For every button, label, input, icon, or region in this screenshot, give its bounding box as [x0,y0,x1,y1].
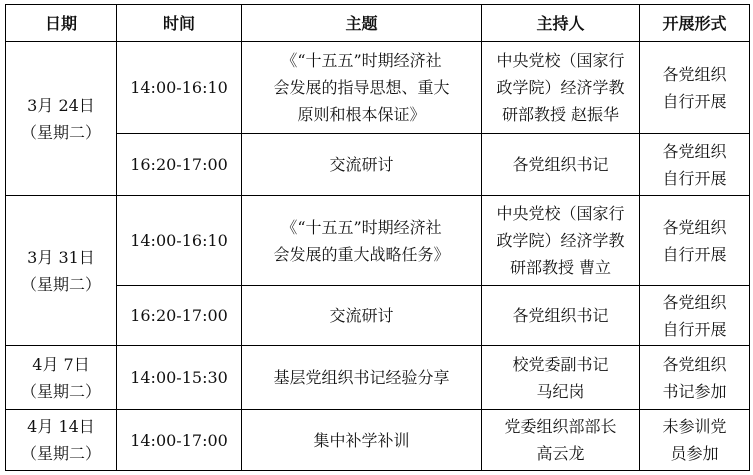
header-topic: 主题 [242,5,482,42]
format-cell: 各党组织 自行开展 [640,42,750,134]
table-row [6,134,750,196]
topic-cell: 集中补学补训 [242,410,482,471]
host-cell: 校党委副书记 马纪岗 [482,346,640,410]
header-time: 时间 [117,5,242,42]
format-cell: 各党组织 书记参加 [640,346,750,410]
format-cell: 各党组织 自行开展 [640,134,750,196]
header-row [6,5,750,42]
table-row [6,410,750,471]
schedule-table [5,4,750,471]
header-format: 开展形式 [640,5,750,42]
time-cell: 16:20-17:00 [117,134,242,196]
time-cell: 14:00-15:30 [117,346,242,410]
format-cell: 各党组织 自行开展 [640,196,750,286]
table-row [6,42,750,134]
date-cell: 4月 7日 （星期二） [6,346,117,410]
host-cell: 各党组织书记 [482,286,640,346]
time-cell: 16:20-17:00 [117,286,242,346]
format-cell: 未参训党 员参加 [640,410,750,471]
time-cell: 14:00-16:10 [117,196,242,286]
topic-cell: 基层党组织书记经验分享 [242,346,482,410]
topic-cell: 交流研讨 [242,286,482,346]
host-cell: 各党组织书记 [482,134,640,196]
date-cell: 3月 24日 （星期二） [6,42,117,196]
date-cell: 3月 31日 （星期二） [6,196,117,346]
time-cell: 14:00-16:10 [117,42,242,134]
table-row [6,196,750,286]
date-cell: 4月 14日 （星期二） [6,410,117,471]
time-cell: 14:00-17:00 [117,410,242,471]
header-host: 主持人 [482,5,640,42]
table-row [6,346,750,410]
host-cell: 中央党校（国家行 政学院）经济学教 研部教授 曹立 [482,196,640,286]
host-cell: 中央党校（国家行 政学院）经济学教 研部教授 赵振华 [482,42,640,134]
topic-cell: 交流研讨 [242,134,482,196]
topic-cell: 《“十五五”时期经济社 会发展的重大战略任务》 [242,196,482,286]
host-cell: 党委组织部部长 高云龙 [482,410,640,471]
topic-cell: 《“十五五”时期经济社 会发展的指导思想、重大 原则和根本保证》 [242,42,482,134]
header-date: 日期 [6,5,117,42]
format-cell: 各党组织 自行开展 [640,286,750,346]
table-row [6,286,750,346]
